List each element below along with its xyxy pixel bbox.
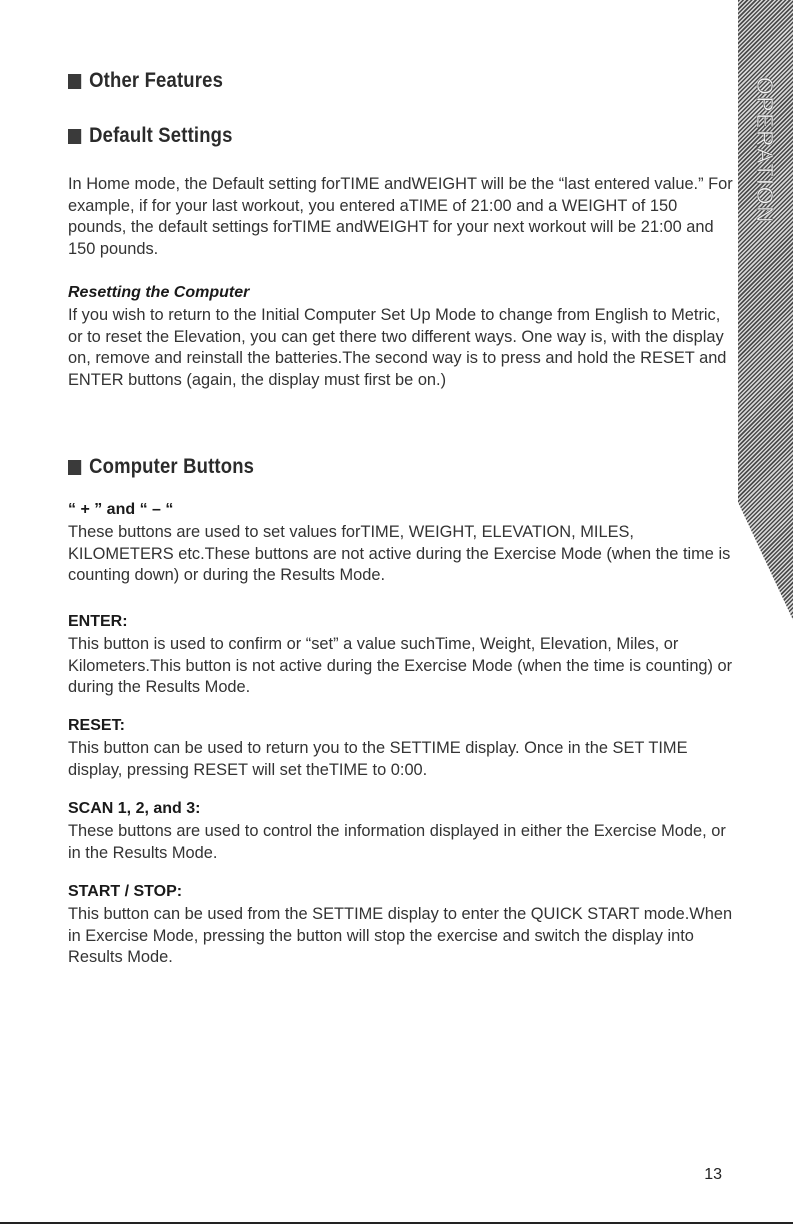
enter-body: This button is used to confirm or “set” a value suchTime, Weight, Elevation, Miles, or Kilometers.This button is not active during the Exercise Mode (when the time is counting) or during the Results Mode. — [68, 635, 733, 697]
plus-minus-heading: “ + ” and “ – “ — [68, 501, 174, 518]
scan-heading: SCAN 1, 2, and 3: — [68, 800, 201, 817]
default-settings-heading — [68, 124, 233, 148]
default-settings-title: Default Settings — [89, 124, 233, 147]
enter-heading: ENTER: — [68, 613, 128, 630]
square-bullet-icon — [68, 74, 81, 89]
page-number: 13 — [704, 1166, 722, 1183]
square-bullet-icon — [68, 460, 81, 475]
resetting-heading: Resetting the Computer — [68, 284, 250, 301]
reset-heading: RESET: — [68, 717, 125, 734]
plus-minus-body: These buttons are used to set values forTIME, WEIGHT, ELEVATION, MILES, KILOMETERS etc.These buttons are not active during the Exercise Mode (when the time is counting down) or during the Results Mode. — [68, 523, 731, 585]
side-tab-label: OPERATION — [752, 76, 779, 224]
side-tab-label-wrap — [745, 60, 785, 240]
computer-buttons-title: Computer Buttons — [89, 455, 255, 478]
reset-body: This button can be used to return you to the SETTIME display. Once in the SET TIME display, pressing RESET will set theTIME to 0:00. — [68, 739, 688, 779]
start-stop-heading: START / STOP: — [68, 883, 183, 900]
computer-buttons-heading — [68, 455, 254, 479]
scan-body: These buttons are used to control the information displayed in either the Exercise Mode, or in the Results Mode. — [68, 822, 726, 862]
other-features-heading — [68, 69, 223, 93]
bottom-rule — [0, 1222, 793, 1224]
start-stop-body: This button can be used from the SETTIME display to enter the QUICK START mode.When in Exercise Mode, pressing the button will stop the exercise and switch the display into Results Mode. — [68, 905, 733, 967]
default-settings-body: In Home mode, the Default setting forTIME andWEIGHT will be the “last entered value.” For example, if for your last workout, you entered aTIME of 21:00 and a WEIGHT of 150 pounds, the default settings forTIME andWEIGHT for your next workout will be 21:00 and 150 pounds. — [68, 175, 733, 258]
square-bullet-icon — [68, 129, 81, 144]
resetting-body: If you wish to return to the Initial Computer Set Up Mode to change from English to Metric, or to reset the Elevation, you can get there two different ways. One way is, with the display on, remove and reinstall the batteries.The second way is to press and hold the RESET and ENTER buttons (again, the display must first be on.) — [68, 306, 727, 389]
other-features-title: Other Features — [89, 69, 224, 92]
